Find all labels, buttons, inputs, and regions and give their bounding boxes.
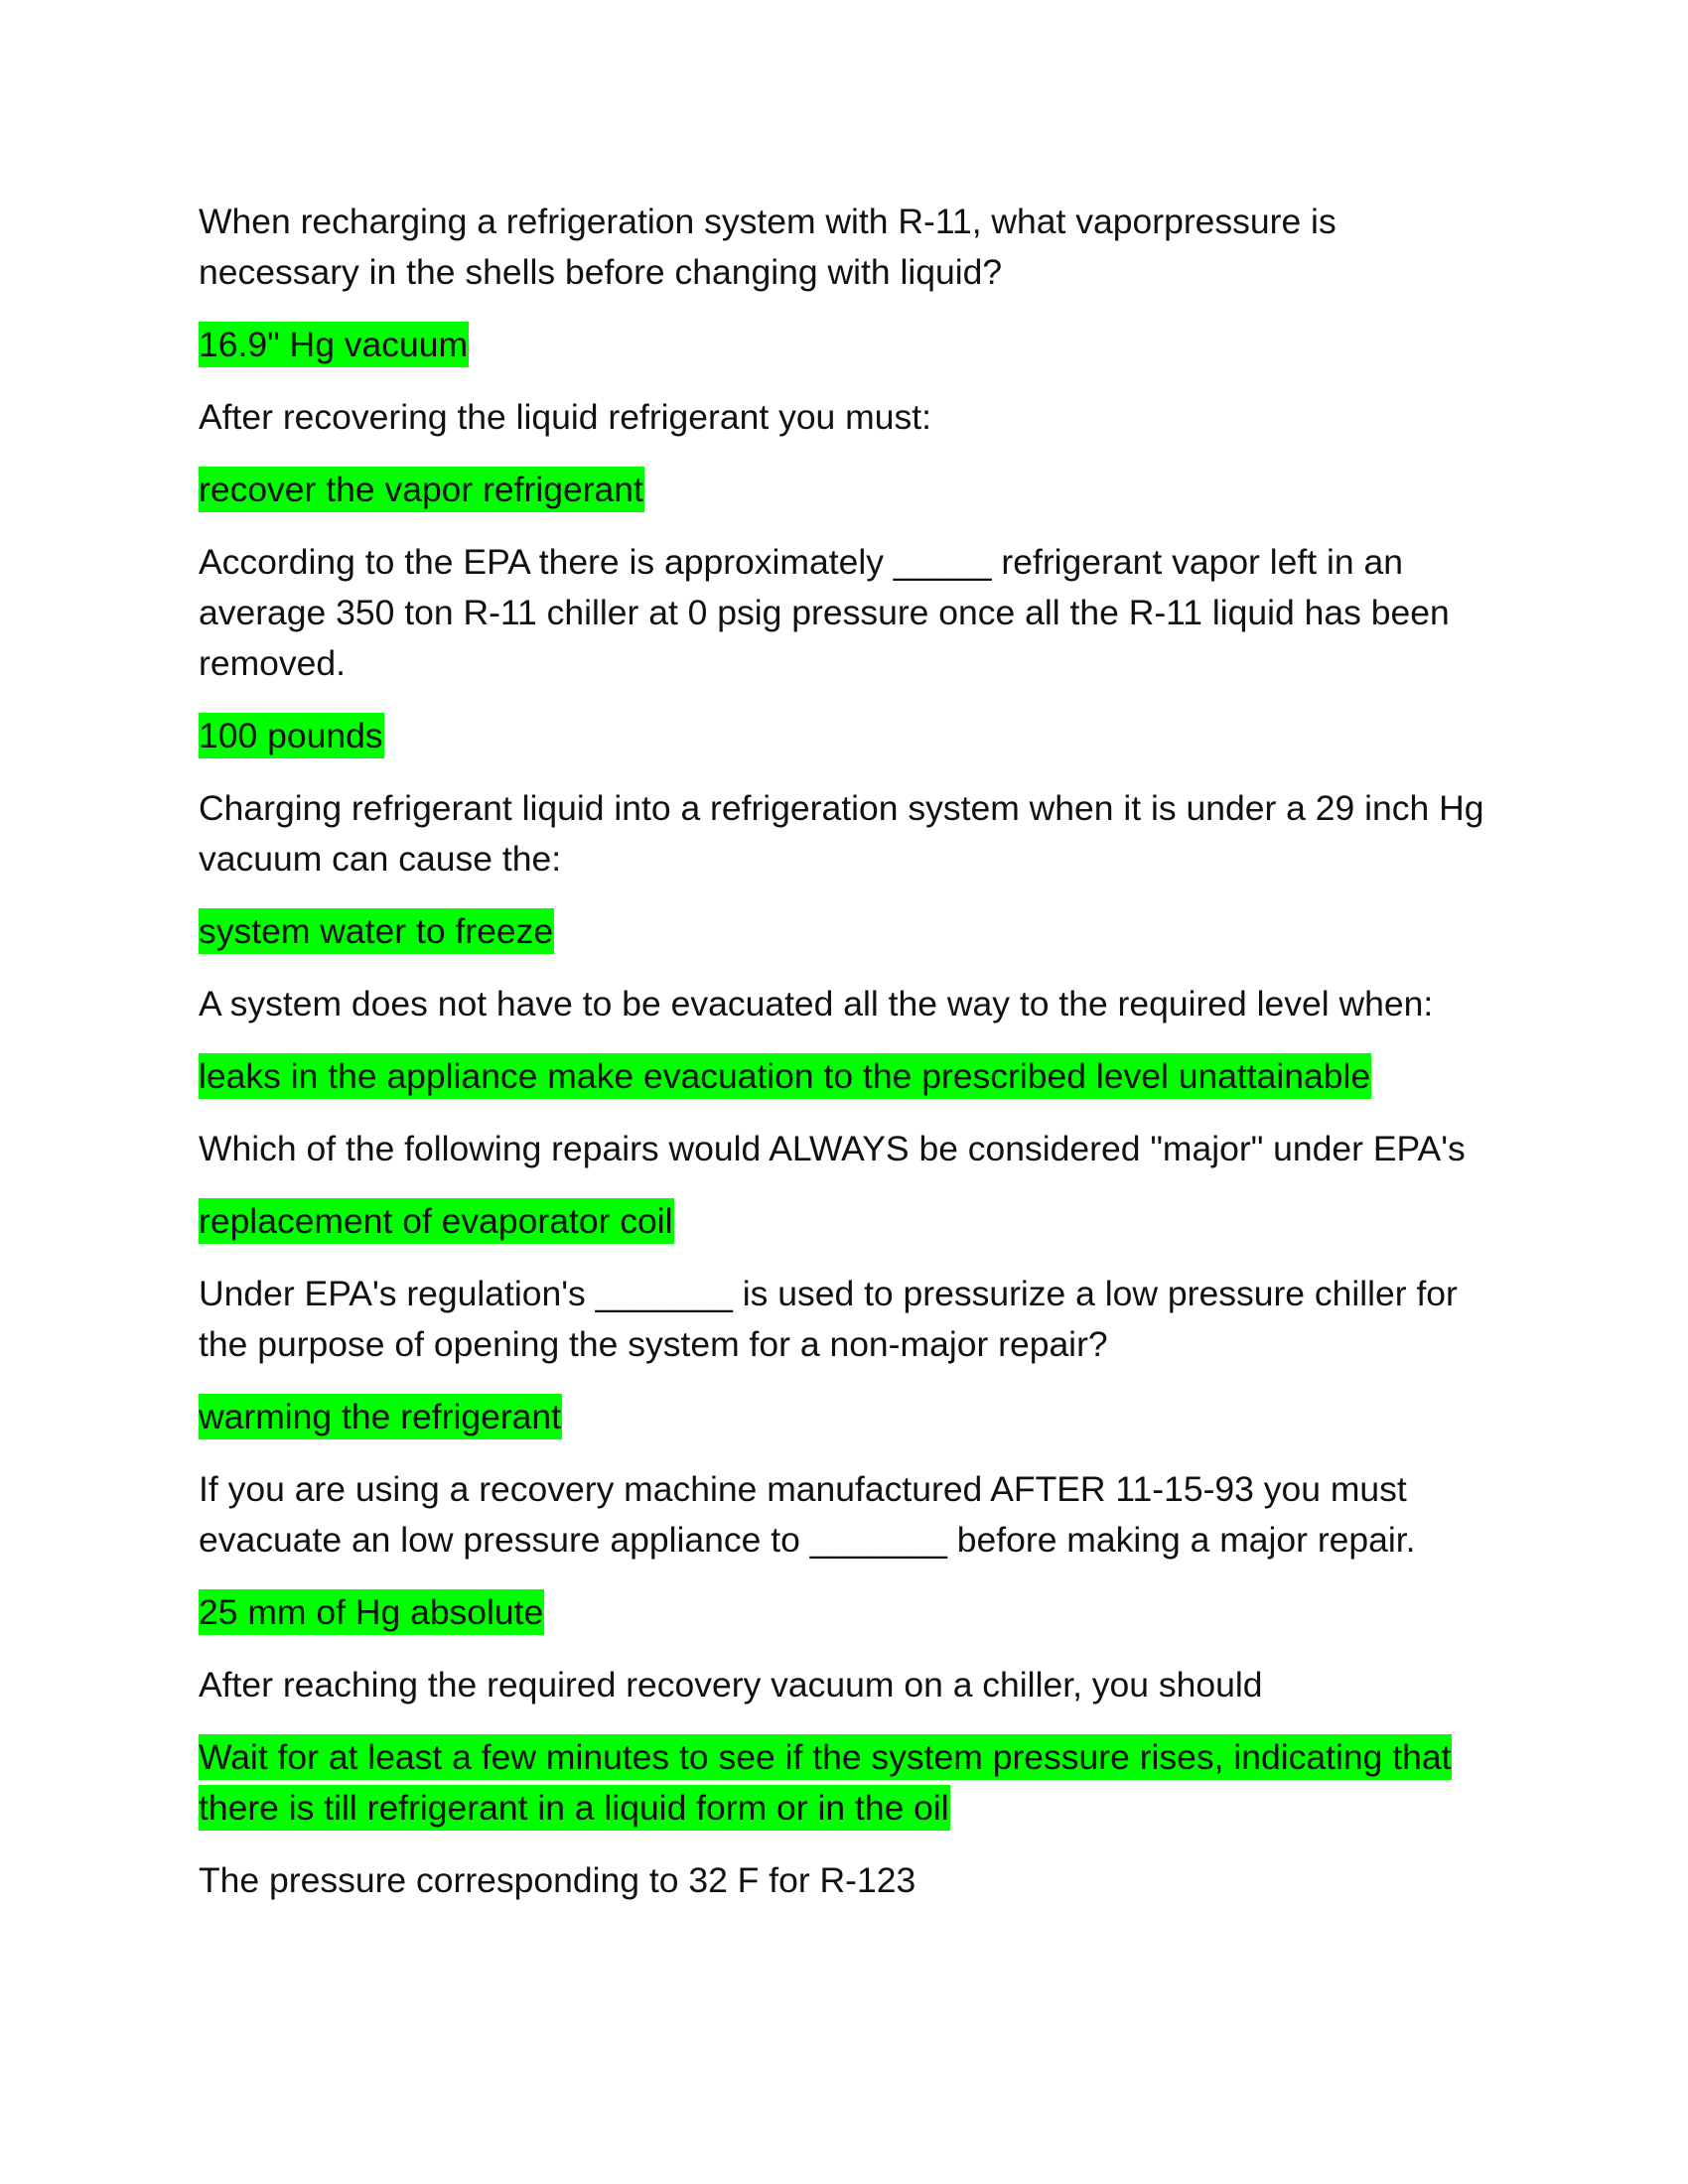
- answer-8-highlight: 25 mm of Hg absolute: [199, 1589, 544, 1635]
- answer-2-highlight: recover the vapor refrigerant: [199, 467, 644, 512]
- answer-3: [199, 711, 1489, 761]
- answer-2: [199, 465, 1489, 515]
- question-6: Which of the following repairs would ALWAYS be considered "major" under EPA's: [199, 1129, 1466, 1168]
- answer-4-highlight: system water to freeze: [199, 908, 554, 954]
- answer-3-highlight: 100 pounds: [199, 713, 384, 758]
- question-3: According to the EPA there is approximately _____ refrigerant vapor left in an average 350 ton R-11 chiller at 0 psig pressure once all the R-11 liquid has been removed.: [199, 542, 1450, 683]
- question-4: Charging refrigerant liquid into a refrigeration system when it is under a 29 inch Hg vacuum can cause the:: [199, 788, 1484, 879]
- answer-1: [199, 320, 1489, 370]
- answer-9-highlight: Wait for at least a few minutes to see if the system pressure rises, indicating that there is till refrigerant in a liquid form or in the oil: [199, 1734, 1452, 1831]
- answer-8: [199, 1587, 1489, 1638]
- qa-list: [199, 197, 1489, 1928]
- question-7: Under EPA's regulation's _______ is used to pressurize a low pressure chiller for the purpose of opening the system for a non-major repair?: [199, 1274, 1458, 1364]
- answer-6: [199, 1196, 1489, 1247]
- question-9: After reaching the required recovery vacuum on a chiller, you should: [199, 1665, 1263, 1705]
- question-2: After recovering the liquid refrigerant you must:: [199, 397, 931, 437]
- question-10: The pressure corresponding to 32 F for R-123: [199, 1860, 916, 1900]
- question-1: When recharging a refrigeration system with R-11, what vaporpressure is necessary in the shells before changing with liquid?: [199, 202, 1336, 292]
- answer-7: [199, 1392, 1489, 1442]
- answer-1-highlight: 16.9" Hg vacuum: [199, 322, 469, 367]
- answer-5: [199, 1051, 1489, 1102]
- answer-5-highlight: leaks in the appliance make evacuation to the prescribed level unattainable: [199, 1053, 1371, 1099]
- answer-6-highlight: replacement of evaporator coil: [199, 1198, 674, 1244]
- question-5: A system does not have to be evacuated all the way to the required level when:: [199, 984, 1434, 1024]
- question-8: If you are using a recovery machine manufactured AFTER 11-15-93 you must evacuate an low pressure appliance to _______ before making a major repair.: [199, 1469, 1416, 1560]
- answer-9: [199, 1732, 1489, 1834]
- answer-7-highlight: warming the refrigerant: [199, 1394, 562, 1439]
- answer-4: [199, 906, 1489, 957]
